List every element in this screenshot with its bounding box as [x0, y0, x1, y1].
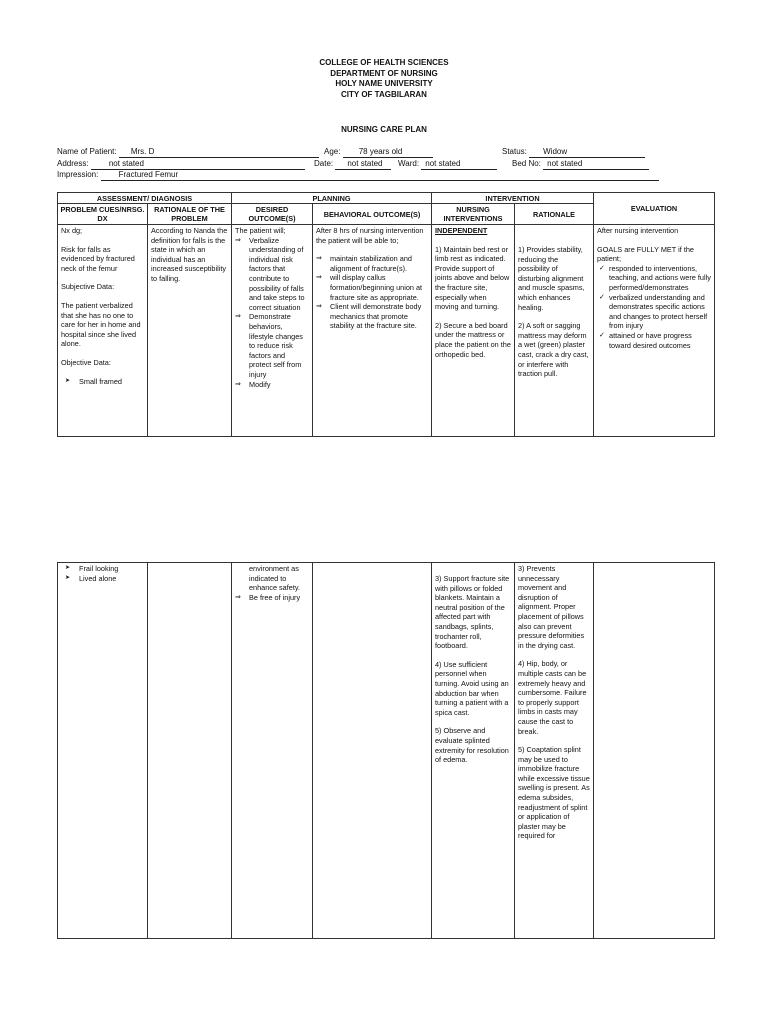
- list-item: ⇒ Be free of injury: [235, 592, 301, 602]
- cell-rationale-problem: [148, 563, 232, 939]
- arrow-bullet-icon: ⇒: [235, 593, 241, 601]
- bed-value: not stated: [543, 159, 649, 170]
- address-label: Address:: [57, 159, 89, 168]
- cell-rationale: [515, 563, 594, 939]
- rationale-5: 5) Coaptation splint may be used to immobilize fracture while excessive tissue swelling is present. As edema subsides, readjustment of splint or application of plaster may be required for: [518, 745, 590, 841]
- cell-problem-cues: [58, 563, 148, 939]
- bed-field: [512, 159, 649, 170]
- behavioral-list: [316, 254, 428, 331]
- objective-label: Objective Data:: [61, 357, 111, 367]
- cell-nursing-interventions: [432, 225, 515, 437]
- header-rationale-problem: RATIONALE OF THE PROBLEM: [148, 204, 232, 225]
- header-evaluation: EVALUATION: [594, 193, 715, 225]
- intervention-5: 5) Observe and evaluate splinted extremity for resolution of edema.: [435, 726, 509, 765]
- list-item: ✓ attained or have progress toward desired outcomes: [599, 330, 692, 350]
- objective-list: [61, 377, 144, 387]
- date-value: not stated: [335, 159, 391, 170]
- date-label: Date:: [314, 159, 334, 168]
- behavioral-intro: After 8 hrs of nursing intervention the patient will be able to;: [316, 226, 424, 245]
- triangle-bullet-icon: ➤: [65, 565, 71, 571]
- intervention-4: 4) Use sufficient personnel when turning. Avoid using an abduction bar when turning a patient with a spica cast.: [435, 659, 509, 717]
- evaluation-intro: After nursing intervention: [597, 226, 679, 235]
- header-line-university: HOLY NAME UNIVERSITY: [335, 79, 433, 88]
- list-item: ⇒ maintain stabilization and alignment of fracture(s).: [316, 254, 412, 273]
- table-row: [58, 563, 715, 939]
- impression-value: Fractured Femur: [101, 170, 659, 181]
- header-line-department: DEPARTMENT OF NURSING: [330, 68, 438, 78]
- status-field: [502, 147, 645, 158]
- address-value: not stated: [91, 159, 305, 170]
- cell-evaluation: [594, 563, 715, 939]
- header-assessment: ASSESSMENT/ DIAGNOSIS: [58, 193, 232, 204]
- table-row: [58, 225, 715, 437]
- list-item: ⇒ will display callus formation/beginning union at fracture site as appropriate.: [316, 273, 423, 302]
- arrow-bullet-icon: ⇒: [235, 380, 241, 388]
- cell-rationale-problem: [148, 225, 232, 437]
- check-icon: ✓: [599, 293, 605, 301]
- cell-desired-outcome: [232, 563, 313, 939]
- care-plan-table-continued: [57, 562, 715, 939]
- cell-behavioral-outcome: [313, 225, 432, 437]
- triangle-bullet-icon: ➤: [65, 574, 71, 581]
- list-item: ➤ Small framed: [65, 376, 122, 386]
- list-item: ✓ verbalized understanding and demonstrates specific actions and changes to protect herself from injury: [599, 292, 708, 331]
- rationale-1: 1) Provides stability, reducing the possibility of disturbing alignment and muscle spasms, which enhances healing.: [518, 245, 585, 312]
- status-value: Widow: [529, 147, 645, 158]
- desired-list: [235, 236, 309, 390]
- rationale-problem-text: According to Nanda the definition for falls is the state in which an individual has an increased susceptibility to falling.: [151, 226, 228, 283]
- cell-desired-outcome: [232, 225, 313, 437]
- subjective-label: Subjective Data:: [61, 282, 115, 292]
- list-item: ⇒ Client will demonstrate body mechanics that promote stability at the fracture site.: [316, 302, 422, 331]
- ward-value: not stated: [421, 159, 497, 170]
- arrow-bullet-icon: ⇒: [316, 303, 322, 311]
- arrow-bullet-icon: ⇒: [235, 236, 241, 244]
- header-problem-cues: PROBLEM CUES/NRSG. DX: [58, 204, 148, 225]
- list-item: ➤ Lived alone: [65, 573, 117, 583]
- list-item: ✓ responded to interventions, teaching, and actions were fully performed/demonstrates: [599, 263, 711, 292]
- intervention-1: 1) Maintain bed rest or limb rest as indicated. Provide support of joints above and below the fracture site, especially when moving and turning.: [435, 244, 510, 312]
- arrow-bullet-icon: ⇒: [235, 313, 241, 321]
- independent-label: INDEPENDENT: [435, 226, 488, 235]
- header-behavioral-outcome: BEHAVIORAL OUTCOME(S): [313, 204, 432, 225]
- list-item: ➤ Frail looking: [65, 564, 119, 573]
- header-line-city: CITY OF TAGBILARAN: [341, 89, 427, 99]
- patient-name-field: [57, 147, 319, 158]
- rationale-2: 2) A soft or sagging mattress may deform a wet (green) plaster cast, crack a dry cast, or interfere with traction pull.: [518, 321, 589, 379]
- nursing-diagnosis-label: Nx dg;: [61, 226, 83, 235]
- list-item: ⇒ Modify: [235, 379, 271, 389]
- ward-label: Ward:: [398, 159, 420, 168]
- check-icon: ✓: [599, 331, 605, 339]
- desired-intro: The patient will;: [235, 226, 286, 235]
- intervention-2: 2) Secure a bed board under the mattress or place the patient on the orthopedic bed.: [435, 320, 511, 359]
- impression-label: Impression:: [57, 170, 99, 179]
- patient-name-label: Name of Patient:: [57, 147, 117, 156]
- objective-list-continued: [61, 564, 144, 583]
- header-planning: PLANNING: [232, 193, 432, 204]
- rationale-3: 3) Prevents unnecessary movement and disruption of alignment. Proper placement of pillows also can prevent pressure deformities in the drying cast.: [518, 564, 585, 650]
- arrow-bullet-icon: ⇒: [316, 274, 322, 282]
- desired-continued-text: environment as indicated to enhance safety.: [249, 564, 300, 593]
- bed-label: Bed No:: [512, 159, 541, 168]
- address-field: [57, 159, 305, 170]
- header-line-college: COLLEGE OF HEALTH SCIENCES: [319, 58, 449, 67]
- patient-name-value: Mrs. D: [119, 147, 319, 158]
- ward-field: [398, 159, 497, 170]
- table-header-row: [58, 193, 715, 204]
- desired-list-continued: [235, 593, 309, 603]
- cell-evaluation: [594, 225, 715, 437]
- status-label: Status:: [502, 147, 527, 156]
- arrow-bullet-icon: ⇒: [316, 255, 322, 263]
- institution-header: [0, 58, 768, 100]
- age-label: Age:: [324, 147, 341, 156]
- impression-field: [57, 170, 659, 181]
- cell-problem-cues: [58, 225, 148, 437]
- cell-behavioral-outcome: [313, 563, 432, 939]
- header-rationale: RATIONALE: [515, 204, 594, 225]
- evaluation-list: [597, 264, 711, 350]
- header-desired-outcome: DESIRED OUTCOME(S): [232, 204, 313, 225]
- age-value: 78 years old: [343, 147, 433, 158]
- header-intervention: INTERVENTION: [432, 193, 594, 204]
- triangle-bullet-icon: ➤: [65, 377, 71, 384]
- list-item: ⇒ Demonstrate behaviors, lifestyle changes to reduce risk factors and protect self from injury: [235, 312, 303, 379]
- header-nursing-interventions: NURSING INTERVENTIONS: [432, 204, 515, 225]
- document-title: NURSING CARE PLAN: [341, 125, 427, 134]
- date-field: [314, 159, 391, 170]
- cell-rationale: [515, 225, 594, 437]
- cell-nursing-interventions: [432, 563, 515, 939]
- subjective-data: The patient verbalized that she has no one to care for her in home and hospital since she lived alone.: [61, 300, 141, 349]
- age-field: [324, 147, 433, 158]
- care-plan-table: [57, 192, 715, 437]
- check-icon: ✓: [599, 264, 605, 272]
- rationale-4: 4) Hip, body, or multiple casts can be extremely heavy and cumbersome. Failure to properly support limbs in casts may cause the cast to break.: [518, 659, 587, 736]
- risk-statement: Risk for falls as evidenced by fractured neck of the femur: [61, 244, 135, 273]
- list-item: ⇒ Verbalize understanding of individual risk factors that contribute to possibility of falls and take steps to correct situation: [235, 235, 305, 312]
- evaluation-goals: GOALS are FULLY MET if the patient;: [597, 244, 694, 264]
- intervention-3: 3) Support fracture site with pillows or folded blankets. Maintain a neutral position of the affected part with sandbags, splints, trochanter roll, footboard.: [435, 574, 510, 651]
